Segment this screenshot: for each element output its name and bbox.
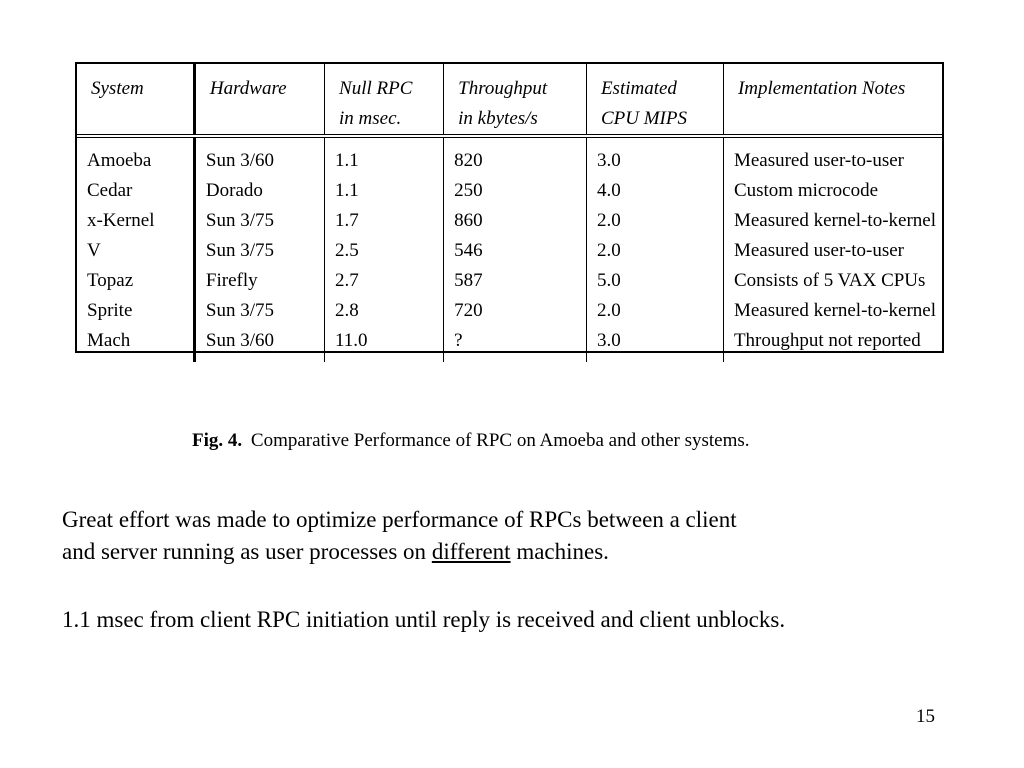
cell-cpu-mips: 2.0	[586, 296, 723, 326]
cell-throughput: 720	[444, 296, 587, 326]
cell-throughput: 820	[444, 136, 587, 176]
header-cpu-mips: Estimated CPU MIPS	[586, 64, 723, 136]
table-row	[77, 266, 942, 296]
table-row	[77, 176, 942, 206]
cell-null-rpc: 1.7	[325, 206, 444, 236]
cell-notes: Consists of 5 VAX CPUs	[733, 270, 926, 291]
underlined-word-different: different	[431, 539, 511, 564]
table-row	[77, 136, 942, 176]
cell-cpu-mips: 4.0	[586, 176, 723, 206]
rpc-performance-table-frame	[75, 62, 944, 353]
cell-system: x-Kernel	[77, 206, 194, 236]
paragraph-line-1: Great effort was made to optimize performance of RPCs between a client	[62, 507, 737, 532]
cell-system: Topaz	[77, 266, 194, 296]
header-null-rpc: Null RPC in msec.	[325, 64, 444, 136]
cell-hardware: Sun 3/75	[194, 236, 324, 266]
cell-cpu-mips: 2.0	[586, 236, 723, 266]
cell-hardware: Sun 3/60	[194, 136, 324, 176]
cell-hardware: Firefly	[194, 266, 324, 296]
cell-null-rpc: 2.5	[325, 236, 444, 266]
table-row	[77, 206, 942, 236]
cell-null-rpc: 1.1	[325, 136, 444, 176]
cell-cpu-mips: 5.0	[586, 266, 723, 296]
cell-notes: Measured user-to-user	[733, 240, 904, 261]
header-hardware: Hardware	[194, 64, 324, 136]
cell-notes: Custom microcode	[733, 180, 879, 201]
table-row	[77, 296, 942, 326]
cell-throughput: 587	[444, 266, 587, 296]
cell-notes: Throughput not reported	[733, 330, 921, 351]
paragraph-line-2-start: and server running as user processes on	[62, 539, 432, 564]
cell-cpu-mips: 3.0	[586, 136, 723, 176]
rpc-performance-table	[77, 64, 942, 362]
cell-system: Sprite	[77, 296, 194, 326]
cell-null-rpc: 1.1	[325, 176, 444, 206]
cell-hardware: Sun 3/75	[194, 296, 324, 326]
cell-system: Mach	[77, 326, 194, 362]
cell-cpu-mips: 3.0	[586, 326, 723, 362]
cell-notes: Measured user-to-user	[733, 150, 904, 171]
figure-caption	[192, 430, 750, 452]
cell-notes: Measured kernel-to-kernel	[733, 300, 936, 321]
cell-system: V	[77, 236, 194, 266]
cell-notes: Measured kernel-to-kernel	[733, 210, 936, 231]
figure-caption-text: Comparative Performance of RPC on Amoeba and other systems.	[250, 430, 750, 451]
paragraph-rpc-latency: 1.1 msec from client RPC initiation until reply is received and client unblocks.	[62, 607, 786, 632]
table-header-row	[77, 64, 942, 136]
cell-hardware: Sun 3/60	[194, 326, 324, 362]
cell-throughput: 546	[444, 236, 587, 266]
table-row	[77, 236, 942, 266]
figure-label: Fig. 4.	[192, 430, 243, 451]
cell-throughput: ?	[444, 326, 587, 362]
paragraph-optimization	[62, 504, 982, 568]
cell-throughput: 250	[444, 176, 587, 206]
header-throughput: Throughput in kbytes/s	[444, 64, 587, 136]
header-system: System	[77, 64, 194, 136]
cell-cpu-mips: 2.0	[586, 206, 723, 236]
cell-hardware: Sun 3/75	[194, 206, 324, 236]
paragraph-line-2-end: machines.	[510, 539, 609, 564]
table-row	[77, 326, 942, 362]
cell-null-rpc: 2.8	[325, 296, 444, 326]
header-implementation-notes: Implementation Notes	[723, 64, 942, 136]
cell-system: Cedar	[77, 176, 194, 206]
cell-hardware: Dorado	[194, 176, 324, 206]
page-number: 15	[916, 706, 935, 727]
cell-throughput: 860	[444, 206, 587, 236]
cell-system: Amoeba	[77, 136, 194, 176]
cell-null-rpc: 11.0	[325, 326, 444, 362]
cell-null-rpc: 2.7	[325, 266, 444, 296]
